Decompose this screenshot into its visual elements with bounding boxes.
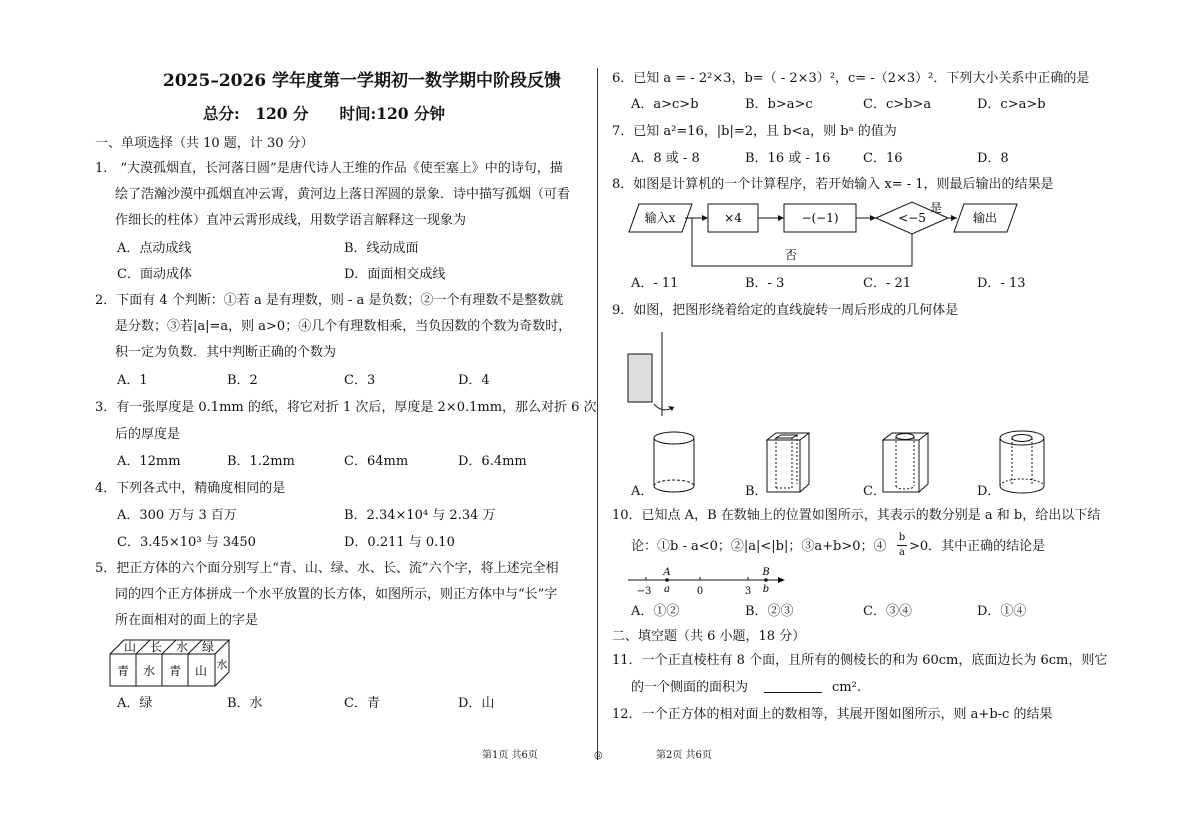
subtract-box-label: −(−1) [801, 211, 839, 225]
cube-front-label: 山 [194, 664, 208, 678]
cube-top-label: 山 [123, 640, 137, 654]
q2-option-c: C．3 [344, 373, 376, 388]
q11-line: 11．一个正直棱柱有 8 个面，且所有的侧棱长的和为 60cm，底面边长为 6cm，则它 [612, 653, 1108, 668]
footer-page-right: 第2页 共6页 [656, 750, 712, 761]
q6-option-c: C．c>b>a [863, 97, 932, 112]
cube-front-label: 水 [142, 664, 156, 678]
q9-option-d: D． [977, 484, 1001, 499]
q4-option-b: B．2.34×10⁴ 与 2.34 万 [344, 508, 496, 523]
page-title: 2025–2026 学年度第一学期初一数学期中阶段反馈 [163, 71, 562, 91]
tick-label: 3 [744, 586, 752, 597]
q8-option-c: C．- 21 [863, 276, 912, 291]
q2-option-d: D．4 [458, 373, 490, 388]
q12-line: 12．一个正方体的相对面上的数相等，其展开图如图所示，则 a+b-c 的结果 [612, 707, 1053, 722]
q6-option-a: A．a>c>b [631, 97, 699, 112]
q3-option-a: A．12mm [117, 454, 181, 469]
q7-option-b: B．16 或 - 16 [745, 151, 831, 166]
value-a-label: a [664, 584, 670, 595]
rotation-figure [622, 330, 692, 418]
q5-line: 5．把正方体的六个面分别写上“青、山、绿、水、长、流”六个字，将上述完全相 [95, 561, 559, 576]
q1-option-b: B．线动成面 [344, 241, 419, 256]
q1-line: 绘了浩瀚沙漠中孤烟直冲云霄，黄河边上落日浑圆的景象．诗中描写孤烟（可看 [115, 187, 571, 202]
q1-option-c: C．面动成体 [117, 267, 192, 282]
q2-option-a: A．1 [117, 373, 148, 388]
q9-option-b: B． [745, 484, 768, 499]
q10-option-d: D．①④ [977, 604, 1027, 619]
q9-option-c: C． [863, 484, 886, 499]
tick-label: −3 [636, 586, 652, 597]
point-b-label: B [762, 567, 770, 578]
q2-option-b: B．2 [227, 373, 258, 388]
q5-line: 所在面相对的面上的字是 [115, 613, 259, 628]
q9-line: 9．如图，把图形绕着给定的直线旋转一周后形成的几何体是 [612, 303, 959, 318]
q10-line: 10．已知点 A，B 在数轴上的位置如图所示，其表示的数分别是 a 和 b，给出以下结 [612, 508, 1101, 523]
cube-front-label: 青 [168, 664, 182, 678]
program-flowchart [622, 196, 1032, 270]
q1-option-d: D．面面相交成线 [344, 267, 446, 282]
q5-option-a: A．绿 [117, 696, 153, 711]
q10-conclusions: 论：①b - a<0；②|a|<|b|；③a+b>0；④ [631, 539, 887, 554]
q7-line: 7．已知 a²=16，|b|=2，且 b<a，则 bᵃ 的值为 [612, 124, 897, 139]
q3-option-c: C．64mm [344, 454, 409, 469]
q6-option-b: B．b>a>c [745, 97, 813, 112]
q9-option-a: A． [631, 484, 654, 499]
footer-page-left: 第1页 共6页 [482, 750, 538, 761]
fraction-denominator: a [899, 547, 905, 558]
footer-mark: ◎ [594, 750, 603, 761]
q5-line: 同的四个正方体拼成一个水平放置的长方体，如图所示，则正方体中与“长”字 [115, 587, 558, 602]
q4-line: 4．下列各式中，精确度相同的是 [95, 481, 286, 496]
q3-option-b: B．1.2mm [227, 454, 295, 469]
input-box-label: 输入x [644, 211, 676, 225]
cube-top-label: 水 [175, 640, 189, 654]
q2-line: 积一定为负数．其中判断正确的个数为 [115, 345, 337, 360]
q3-option-d: D．6.4mm [458, 454, 527, 469]
output-box-label: 输出 [972, 211, 998, 225]
q7-option-a: A．8 或 - 8 [631, 151, 700, 166]
q10-conclusions-tail: >0．其中正确的结论是 [909, 539, 1046, 554]
q8-line: 8．如图是计算机的一个计算程序，若开始输入 x= - 1，则最后输出的结果是 [612, 177, 1054, 192]
no-label: 否 [784, 248, 798, 262]
q6-line: 6．已知 a = - 2²×3，b=（ - 2×3）²，c= -（2×3）²．下列大小关系中正确的是 [612, 71, 1090, 86]
q3-line: 3．有一张厚度是 0.1mm 的纸，将它对折 1 次后，厚度是 2×0.1mm，那么对折 6 次 [95, 400, 597, 415]
cube-top-label: 绿 [201, 640, 215, 654]
number-line [622, 566, 792, 600]
page-divider [597, 68, 598, 760]
q10-option-a: A．①② [631, 604, 680, 619]
q1-line: 1. “大漠孤烟直，长河落日圆”是唐代诗人王维的作品《使至塞上》中的诗句，描 [95, 161, 563, 176]
q7-option-c: C．16 [863, 151, 903, 166]
q8-option-a: A．- 11 [631, 276, 679, 291]
condition-label: <−5 [898, 211, 926, 225]
score-time: 总分: 120 分 时间:120 分钟 [203, 104, 445, 123]
box-with-cylinder-hole-figure [880, 428, 932, 498]
tick-label: 0 [696, 586, 704, 597]
cylinder-figure [648, 428, 700, 498]
q11-unit: cm². [832, 680, 861, 695]
multiply-box-label: ×4 [724, 211, 742, 225]
yes-label: 是 [929, 201, 943, 215]
cube-row-figure [108, 638, 233, 690]
q8-option-b: B．- 3 [745, 276, 785, 291]
q10-option-c: C．③④ [863, 604, 912, 619]
q11-line: 的一个侧面的面积为 [631, 680, 749, 695]
cube-side-label: 水 [216, 658, 228, 671]
section-heading: 二、填空题（共 6 小题，18 分） [612, 629, 806, 644]
cube-top-label: 长 [149, 640, 163, 654]
q4-option-a: A．300 万与 3 百万 [117, 508, 237, 523]
value-b-label: b [762, 584, 770, 595]
section-heading: 一、单项选择（共 10 题，计 30 分） [95, 136, 314, 151]
q1-line: 作细长的柱体）直冲云霄形成线，用数学语言解释这一现象为 [115, 213, 467, 228]
q7-option-d: D．8 [977, 151, 1009, 166]
q5-option-c: C．青 [344, 696, 380, 711]
box-with-prism-hole-figure [764, 428, 812, 498]
cube-front-label: 青 [116, 664, 130, 678]
q11-answer-blank[interactable] [764, 692, 822, 693]
q10-option-b: B．②③ [745, 604, 794, 619]
fraction-numerator: b [898, 532, 906, 543]
q6-option-d: D．c>a>b [977, 97, 1046, 112]
q5-option-d: D．山 [458, 696, 495, 711]
q5-option-b: B．水 [227, 696, 263, 711]
q2-line: 2．下面有 4 个判断：①若 a 是有理数，则 - a 是负数；②一个有理数不是整数就 [95, 293, 564, 308]
q3-line: 后的厚度是 [115, 427, 181, 442]
q4-option-c: C．3.45×10³ 与 3450 [117, 535, 256, 550]
fraction-bar [897, 545, 907, 546]
q8-option-d: D．- 13 [977, 276, 1026, 291]
q1-option-a: A．点动成线 [117, 241, 192, 256]
q4-option-d: D．0.211 与 0.10 [344, 535, 455, 550]
q2-line: 是分数；③若|a|=a，则 a>0；④几个有理数相乘，当负因数的个数为奇数时， [115, 319, 572, 334]
hollow-cylinder-figure [996, 428, 1048, 498]
point-a-label: A [663, 567, 671, 578]
